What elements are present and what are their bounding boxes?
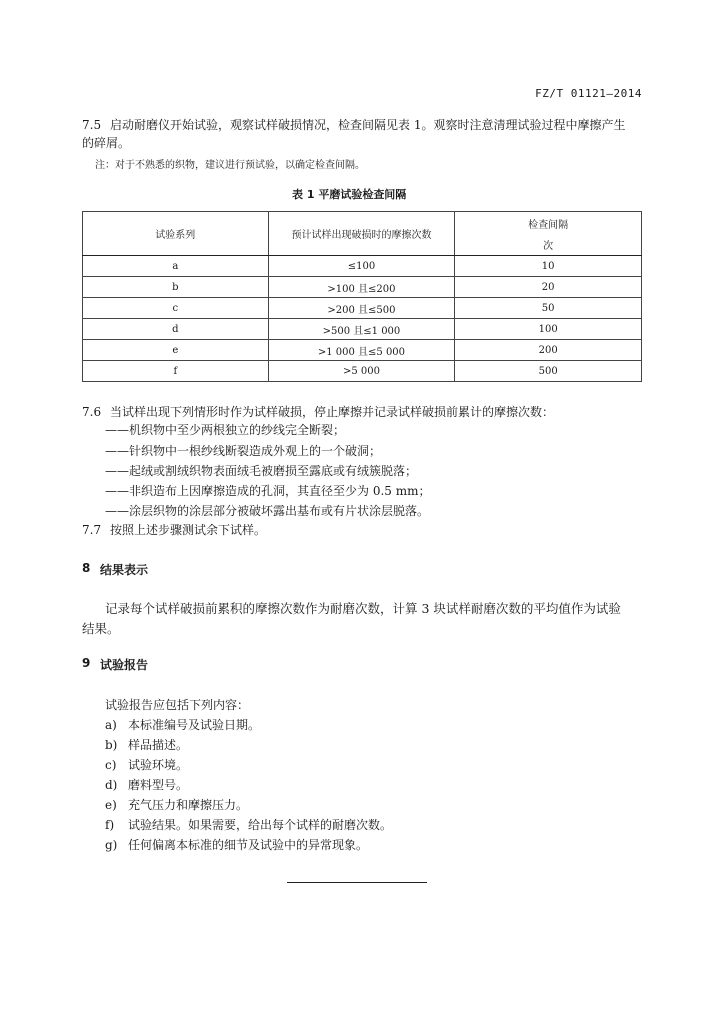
table-row [83,319,642,340]
table-row [83,298,642,319]
cell-interval: 20 [455,277,642,298]
report-item-label: b) [105,738,118,752]
cell-series: d [83,319,269,340]
section-8-line2: 结果。 [82,621,120,636]
report-item-label: e) [105,798,117,812]
section-9-intro: 试验报告应包括下列内容： [105,698,250,712]
cell-rub-count: >1 000 且≤5 000 [268,340,455,361]
report-item-label: d) [105,778,118,792]
report-item-label: g) [105,838,118,852]
cell-interval: 50 [455,298,642,319]
cell-rub-count: >500 且≤1 000 [268,319,455,340]
list-item: ——起绒或割绒织物表面绒毛被磨损至露底或有绒簇脱落； [105,464,418,478]
table-row [83,361,642,382]
section-8-title: 结果表示 [100,563,149,577]
header-interval-label: 检查间隔 [528,219,569,231]
report-item-label: a) [105,718,117,732]
cell-series: a [83,256,269,277]
table-row [83,256,642,277]
section-8-line1: 记录每个试样破损前累积的摩擦次数作为耐磨次数，计算 3 块试样耐磨次数的平均值作为试验 [105,601,621,616]
list-item: ——涂层织物的涂层部分被破坏露出基布或有片状涂层脱落。 [105,504,430,518]
header-series: 试验系列 [83,212,269,256]
cell-interval: 100 [455,319,642,340]
cell-series: b [83,277,269,298]
report-item-text: 磨料型号。 [128,778,189,792]
section-9-title: 试验报告 [100,658,149,672]
table-caption: 表 1 平磨试验检查间隔 [292,188,407,201]
cell-series: e [83,340,269,361]
section-7-7-number: 7.7 [82,523,102,537]
list-item: ——机织物中至少两根独立的纱线完全断裂； [105,423,346,437]
section-7-5-line1: 启动耐磨仪开始试验，观察试样破损情况，检查间隔见表 1。观察时注意清理试验过程中摩擦产生 [110,118,626,132]
header-interval-unit: 次 [543,240,554,252]
section-8-number: 8 [82,561,91,575]
section-7-6-number: 7.6 [82,405,102,419]
report-item-text: 样品描述。 [128,738,189,752]
report-item-label: f) [105,818,115,832]
cell-interval: 10 [455,256,642,277]
cell-rub-count: ≤100 [268,256,455,277]
table-row [83,340,642,361]
cell-interval: 500 [455,361,642,382]
report-item-label: c) [105,758,117,772]
standard-code: FZ/T 01121—2014 [535,87,642,100]
section-7-5-number: 7.5 [82,118,102,132]
section-7-7-text: 按照上述步骤测试余下试样。 [110,523,267,537]
header-rub-count: 预计试样出现破损时的摩擦次数 [268,212,455,256]
cell-rub-count: >5 000 [268,361,455,382]
cell-rub-count: >200 且≤500 [268,298,455,319]
list-item: ——针织物中一根纱线断裂造成外观上的一个破洞； [105,444,382,458]
end-rule [287,882,427,883]
header-interval [455,212,642,256]
section-9-number: 9 [82,656,91,670]
cell-series: c [83,298,269,319]
section-7-6-text: 当试样出现下列情形时作为试样破损，停止摩擦并记录试样破损前累计的摩擦次数： [110,405,555,419]
table-row [83,277,642,298]
report-item-text: 充气压力和摩擦压力。 [128,798,249,812]
list-item: ——非织造布上因摩擦造成的孔洞，其直径至少为 0.5 mm； [105,484,431,498]
report-item-text: 试验环境。 [128,758,189,772]
cell-rub-count: >100 且≤200 [268,277,455,298]
report-item-text: 试验结果。如果需要，给出每个试样的耐磨次数。 [128,818,393,832]
report-item-text: 任何偏离本标准的细节及试验中的异常现象。 [128,838,369,852]
note: 注：对于不熟悉的织物，建议进行预试验，以确定检查间隔。 [95,160,365,171]
cell-interval: 200 [455,340,642,361]
report-item-text: 本标准编号及试验日期。 [128,718,261,732]
section-7-5-line2: 的碎屑。 [82,136,131,150]
inspection-interval-table [82,211,642,382]
cell-series: f [83,361,269,382]
